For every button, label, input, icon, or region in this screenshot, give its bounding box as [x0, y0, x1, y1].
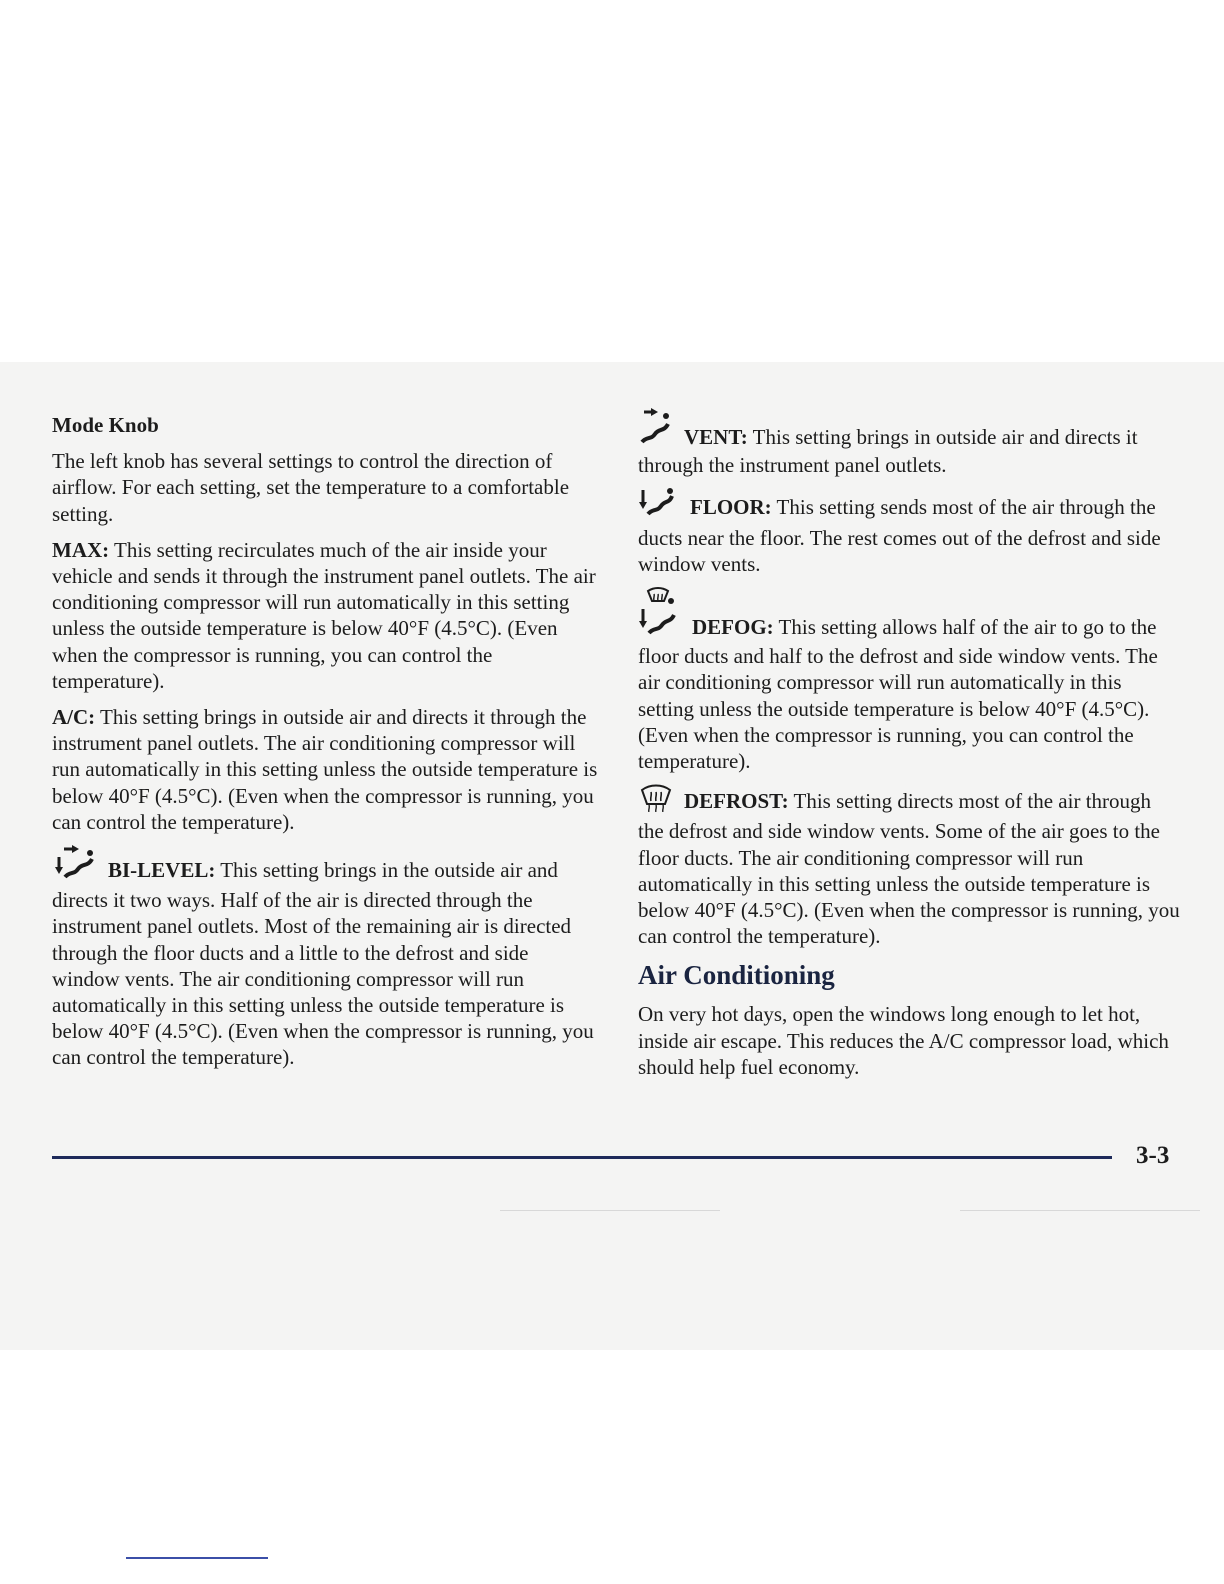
defrost-text: This setting directs most of the air through the defrost and side window vents. Some of the air goes to the floor ducts. The air conditioning compressor will run automatically in this setting unless the outside temperature is below 40°F (4.5°C). (Even when the compressor is running, you can control the temperature).: [638, 789, 1180, 949]
max-text: This setting recirculates much of the air inside your vehicle and sends it through the instrument panel outlets. The air conditioning compressor will run automatically in this setting unless the outside temperature is below 40°F (4.5°C). (Even when the compressor is running, you can control the temperature).: [52, 537, 596, 693]
floor-text: This setting sends most of the air through the ducts near the floor. The rest comes out of the defrost and side window vents.: [638, 495, 1161, 576]
bilevel-text: This setting brings in the outside air and directs it two ways. Half of the air is directed through the instrument panel outlets. Most of the remaining air is directed through the floor ducts and a little to the defrost and side window vents. The air conditioning compressor will run automatically in this setting unless the outside temperature is below 40°F (4.5°C). (Even when the compressor is running, you can control the temperature).: [52, 858, 594, 1070]
page-number: 3-3: [1136, 1142, 1170, 1169]
air-conditioning-paragraph: On very hot days, open the windows long enough to let hot, inside air escape. This reduces the A/C compressor load, which should help fuel economy.: [638, 1002, 1169, 1079]
right-column: [638, 406, 1180, 1090]
vent-text: This setting brings in outside air and directs it through the instrument panel outlets.: [638, 425, 1138, 478]
ac-label: A/C:: [52, 705, 96, 730]
max-paragraph: [52, 537, 600, 694]
bi-level-icon: [52, 845, 98, 887]
floor-paragraph: [638, 488, 1180, 577]
bilevel-label: BI-LEVEL:: [108, 858, 216, 883]
bilevel-paragraph: [52, 845, 600, 1071]
defog-icon: [638, 587, 682, 643]
ac-text: This setting brings in outside air and directs it through the instrument panel outlets. The air conditioning compressor will run automatically in this setting unless the outside temperature is below 40°F (4.5°C). (Even when the compressor is running, you can control the temperature).: [52, 705, 598, 834]
left-column: [52, 412, 600, 1081]
max-label: MAX:: [52, 537, 110, 562]
floor-icon: [638, 488, 680, 524]
air-conditioning-heading: Air Conditioning: [638, 960, 835, 991]
mode-knob-heading: Mode Knob: [52, 413, 159, 437]
defrost-label: DEFROST:: [684, 789, 789, 814]
floor-label: FLOOR:: [690, 495, 772, 520]
defog-label: DEFOG:: [692, 615, 774, 640]
intro-paragraph: The left knob has several settings to control the direction of airflow. For each setting, set the temperature to a comfortable setting.: [52, 449, 570, 526]
vent-icon: [638, 406, 674, 452]
defog-text: This setting allows half of the air to go to the floor ducts and half to the defrost and side window vents. The air conditioning compressor will run automatically in this setting unless the outside temperature is below 40°F (4.5°C). (Even when the compressor is running, you can control the temperature).: [638, 615, 1158, 774]
footer-link-underline: [126, 1557, 268, 1559]
ac-paragraph: [52, 704, 600, 835]
footer-divider: [52, 1156, 1112, 1159]
defrost-icon: [638, 784, 674, 818]
vent-label: VENT:: [684, 425, 748, 449]
scan-artifact-line: [960, 1210, 1200, 1211]
defog-paragraph: [638, 587, 1180, 774]
defrost-paragraph: [638, 784, 1180, 949]
scan-artifact-line: [500, 1210, 720, 1211]
vent-paragraph: [638, 406, 1180, 478]
